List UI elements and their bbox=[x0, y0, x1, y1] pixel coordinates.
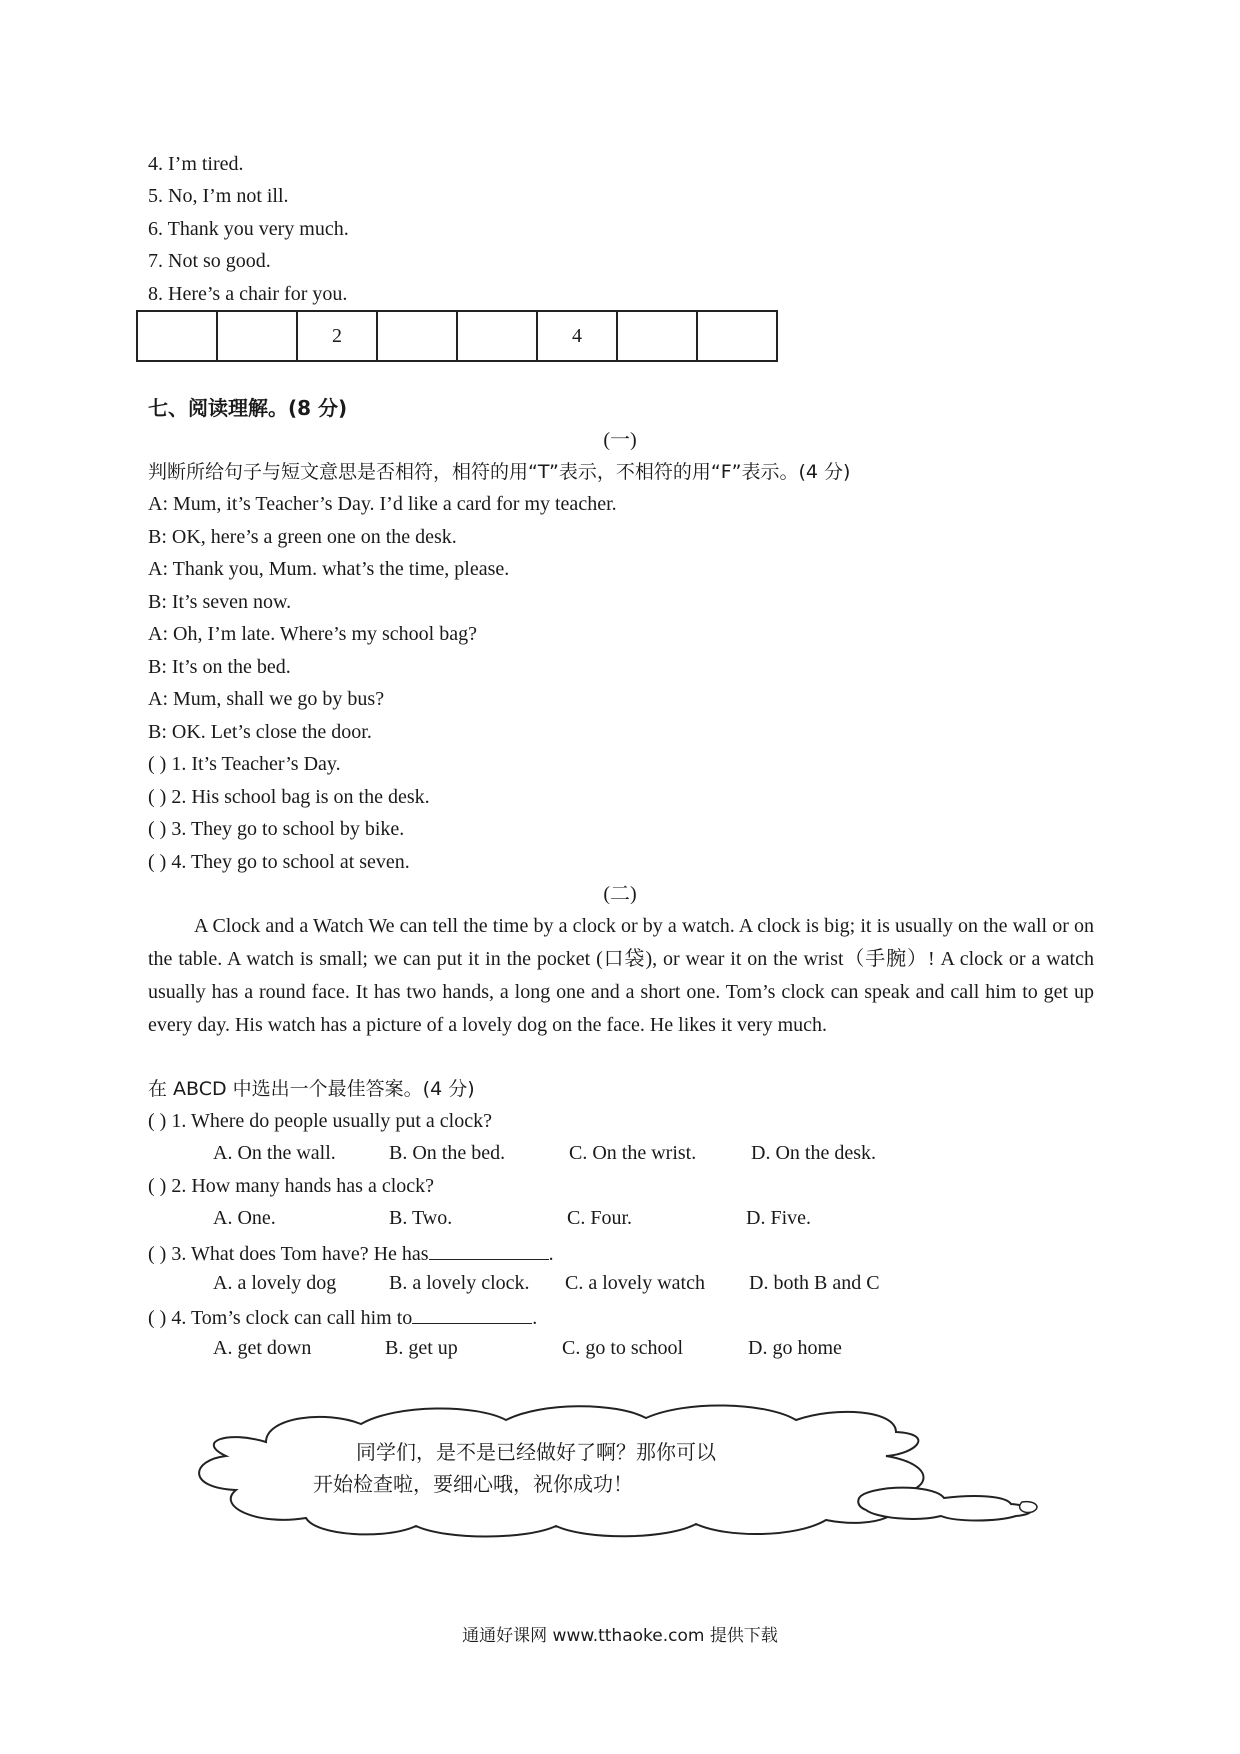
part6-item-7: 7. Not so good. bbox=[148, 250, 271, 272]
option-a[interactable]: A. On the wall. bbox=[213, 1142, 336, 1164]
answer-cell[interactable] bbox=[617, 311, 697, 361]
answer-cell[interactable]: 4 bbox=[537, 311, 617, 361]
dialogue-line: B: It’s seven now. bbox=[148, 591, 292, 613]
part6-item-6: 6. Thank you very much. bbox=[148, 218, 349, 240]
tf-statement-4[interactable]: ( ) 4. They go to school at seven. bbox=[148, 851, 410, 873]
answer-cell[interactable] bbox=[217, 311, 297, 361]
option-b[interactable]: B. On the bed. bbox=[389, 1142, 506, 1164]
part6-item-8: 8. Here’s a chair for you. bbox=[148, 283, 348, 305]
cloud-text-line-1: 同学们，是不是已经做好了啊？那你可以 bbox=[356, 1440, 716, 1464]
question-3-period: . bbox=[548, 1243, 554, 1265]
option-d[interactable]: D. On the desk. bbox=[751, 1142, 876, 1164]
tf-statement-2[interactable]: ( ) 2. His school bag is on the desk. bbox=[148, 786, 430, 808]
question-4 bbox=[148, 1303, 537, 1330]
option-d[interactable]: D. go home bbox=[748, 1337, 842, 1359]
option-c[interactable]: C. Four. bbox=[567, 1207, 633, 1229]
cloud-text-line-2: 开始检查啦，要细心哦，祝你成功！ bbox=[313, 1472, 633, 1496]
instruction-tf: 判断所给句子与短文意思是否相符，相符的用“T”表示，不相符的用“F”表示。(4 分) bbox=[148, 461, 851, 483]
reading-passage: A Clock and a Watch We can tell the time by a clock or by a watch. A clock is big; it is usually on the wall or on the table. A watch is small; we can put it in the pocket (口袋), or wear it on the wrist（手腕）! A clock or a watch usually has a round face. It has two hands, a long one and a short one. Tom’s clock can speak and call him to get up every day. His watch has a picture of a lovely dog on the face. He likes it very much. bbox=[148, 915, 1094, 1036]
answer-cell[interactable] bbox=[697, 311, 777, 361]
answer-cell[interactable] bbox=[137, 311, 217, 361]
question-4-period: . bbox=[532, 1307, 538, 1329]
answer-cell[interactable] bbox=[457, 311, 537, 361]
instruction-mc: 在 ABCD 中选出一个最佳答案。(4 分) bbox=[148, 1078, 475, 1100]
page-footer: 通通好课网 www.tthaoke.com 提供下载 bbox=[462, 1626, 778, 1646]
dialogue-line: B: It’s on the bed. bbox=[148, 656, 291, 678]
tf-statement-3[interactable]: ( ) 3. They go to school by bike. bbox=[148, 818, 405, 840]
section-heading: 七、阅读理解。(8 分) bbox=[148, 396, 348, 420]
part6-item-4: 4. I’m tired. bbox=[148, 153, 244, 175]
option-a[interactable]: A. a lovely dog bbox=[213, 1272, 337, 1294]
question-4-text: ( ) 4. Tom’s clock can call him to bbox=[148, 1307, 413, 1329]
subsection-label-1: (一) bbox=[603, 429, 637, 451]
dialogue-line: A: Thank you, Mum. what’s the time, please. bbox=[148, 558, 510, 580]
answer-grid bbox=[136, 310, 778, 362]
option-d[interactable]: D. Five. bbox=[746, 1207, 811, 1229]
option-a[interactable]: A. get down bbox=[213, 1337, 312, 1359]
question-3-text: ( ) 3. What does Tom have? He has bbox=[148, 1243, 429, 1265]
dialogue-line: A: Mum, shall we go by bus? bbox=[148, 688, 385, 710]
answer-blank[interactable] bbox=[429, 1239, 549, 1260]
option-c[interactable]: C. go to school bbox=[562, 1337, 684, 1359]
option-b[interactable]: B. Two. bbox=[389, 1207, 453, 1229]
dialogue-line: A: Oh, I’m late. Where’s my school bag? bbox=[148, 623, 477, 645]
option-a[interactable]: A. One. bbox=[213, 1207, 276, 1229]
part6-item-5: 5. No, I’m not ill. bbox=[148, 185, 289, 207]
option-c[interactable]: C. a lovely watch bbox=[565, 1272, 705, 1294]
question-2: ( ) 2. How many hands has a clock? bbox=[148, 1175, 435, 1197]
answer-blank[interactable] bbox=[412, 1303, 532, 1324]
question-3 bbox=[148, 1239, 554, 1266]
answer-cell[interactable]: 2 bbox=[297, 311, 377, 361]
subsection-label-2: (二) bbox=[603, 883, 637, 905]
option-c[interactable]: C. On the wrist. bbox=[569, 1142, 697, 1164]
option-b[interactable]: B. get up bbox=[385, 1337, 458, 1359]
answer-cell[interactable] bbox=[377, 311, 457, 361]
option-d[interactable]: D. both B and C bbox=[749, 1272, 880, 1294]
dialogue-line: B: OK. Let’s close the door. bbox=[148, 721, 372, 743]
question-1: ( ) 1. Where do people usually put a clock? bbox=[148, 1110, 492, 1132]
option-b[interactable]: B. a lovely clock. bbox=[389, 1272, 530, 1294]
dialogue-line: A: Mum, it’s Teacher’s Day. I’d like a card for my teacher. bbox=[148, 493, 617, 515]
tf-statement-1[interactable]: ( ) 1. It’s Teacher’s Day. bbox=[148, 753, 341, 775]
dialogue-line: B: OK, here’s a green one on the desk. bbox=[148, 526, 457, 548]
